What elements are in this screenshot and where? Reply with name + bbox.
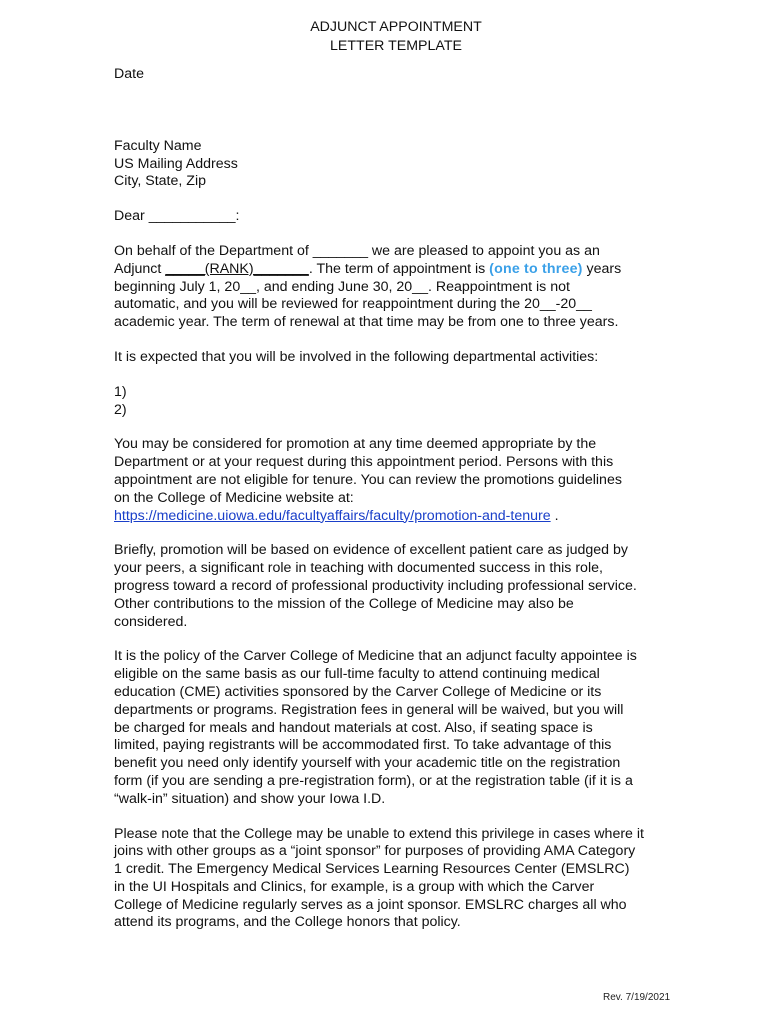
- para6-line: Please note that the College may be unable to extend this privilege in cases where it: [114, 825, 644, 842]
- para6-line: 1 credit. The Emergency Medical Services Learning Resources Center (EMSLRC): [114, 861, 630, 878]
- years-text: years: [582, 260, 622, 277]
- para3-line: on the College of Medicine website at:: [114, 489, 354, 506]
- para5-line: education (CME) activities sponsored by the Carver College of Medicine or its: [114, 683, 602, 700]
- para5-line: eligible on the same basis as our full-time faculty to attend continuing medical: [114, 666, 600, 683]
- para4-line: considered.: [114, 613, 188, 630]
- activities-list: [114, 384, 694, 420]
- para6-line: College of Medicine regularly serves as a joint sponsor. EMSLRC charges all who: [114, 896, 627, 913]
- para4-line: your peers, a significant role in teaching with documented success in this role,: [114, 560, 603, 577]
- para4-line: progress toward a record of professional productivity including professional service.: [114, 577, 637, 594]
- list-item: 1): [114, 383, 127, 400]
- address-block: [114, 138, 694, 191]
- date-label: Date: [114, 66, 144, 82]
- title-line-2: LETTER TEMPLATE: [330, 37, 462, 54]
- paragraph-joint-sponsor: [114, 826, 694, 933]
- para6-line: in the UI Hospitals and Clinics, for example, is a group with which the Carver: [114, 878, 595, 895]
- para1-line: On behalf of the Department of _______ we are pleased to appoint you as an: [114, 242, 600, 259]
- para1-line: academic year. The term of renewal at that time may be from one to three years.: [114, 314, 619, 331]
- term-text: . The term of appointment is: [308, 260, 490, 277]
- paragraph-appointment: [114, 243, 694, 332]
- document-title: [114, 18, 678, 55]
- para5-line: form (if you are sending a pre-registration form), or at the registration table (if it is a: [114, 772, 633, 789]
- para6-line: joins with other groups as a “joint sponsor” for purposes of providing AMA Category: [114, 843, 636, 860]
- para3-line: appointment are not eligible for tenure. You can review the promotions guidelines: [114, 471, 622, 488]
- para3-line: You may be considered for promotion at any time deemed appropriate by the: [114, 436, 597, 453]
- paragraph-cme-policy: [114, 648, 694, 808]
- paragraph-activities: It is expected that you will be involved in the following departmental activities:: [114, 348, 599, 365]
- list-item: 2): [114, 401, 127, 418]
- paragraph-promotion: [114, 436, 694, 525]
- para5-line: departments or programs. Registration fees in general will be waived, but you will: [114, 701, 624, 718]
- para5-line: be charged for meals and handout materials at cost. Also, if seating space is: [114, 719, 593, 736]
- para5-line: “walk-in” situation) and show your Iowa I.D.: [114, 790, 386, 807]
- city-state-zip: City, State, Zip: [114, 173, 206, 190]
- mailing-address: US Mailing Address: [114, 155, 238, 172]
- term-highlight: (one to three): [489, 260, 583, 277]
- promotion-link[interactable]: https://medicine.uiowa.edu/facultyaffairs/faculty/promotion-and-tenure: [114, 507, 551, 524]
- para4-line: Other contributions to the mission of the College of Medicine may also be: [114, 595, 574, 612]
- salutation: Dear ___________:: [114, 208, 240, 225]
- title-line-1: ADJUNCT APPOINTMENT: [310, 19, 482, 35]
- rank-blank: _____(RANK)_______: [165, 260, 309, 277]
- para5-line: limited, paying registrants will be accommodated first. To take advantage of this: [114, 737, 612, 754]
- adjunct-text: Adjunct: [114, 260, 166, 277]
- para1-line: [114, 261, 694, 279]
- para5-line: It is the policy of the Carver College of Medicine that an adjunct faculty appointee is: [114, 648, 637, 665]
- revision-date: Rev. 7/19/2021: [603, 992, 671, 1003]
- para4-line: Briefly, promotion will be based on evidence of excellent patient care as judged by: [114, 542, 628, 559]
- letter-body: [114, 18, 694, 932]
- para1-line: beginning July 1, 20__, and ending June 30, 20__. Reappointment is not: [114, 278, 570, 295]
- para6-line: attend its programs, and the College honors that policy.: [114, 914, 461, 931]
- para3-line: Department or at your request during this appointment period. Persons with this: [114, 454, 614, 471]
- para1-line: automatic, and you will be reviewed for reappointment during the 20__-20__: [114, 296, 592, 313]
- faculty-name: Faculty Name: [114, 137, 202, 154]
- para5-line: benefit you need only identify yourself with your academic title on the registration: [114, 755, 621, 772]
- paragraph-criteria: [114, 542, 694, 631]
- para3-line: [114, 508, 694, 526]
- link-period: .: [550, 507, 559, 524]
